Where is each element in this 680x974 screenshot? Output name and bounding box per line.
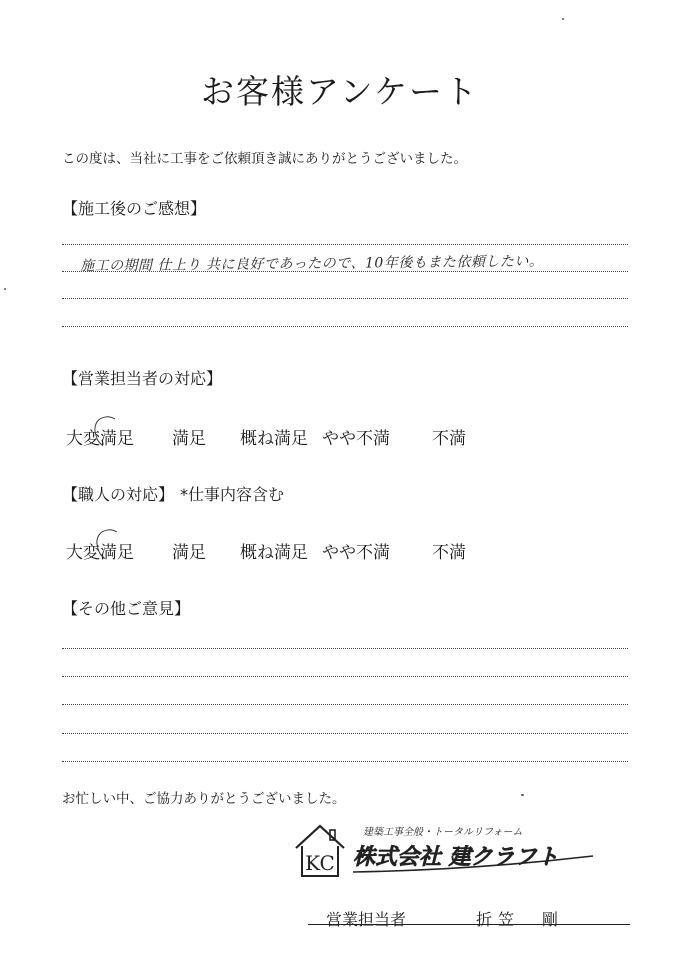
rating-option-very-satisfied[interactable]: 大変満足 — [66, 543, 134, 563]
company-logo — [293, 822, 623, 884]
comment-line-4 — [62, 733, 628, 734]
rating-option-satisfied[interactable]: 満足 — [172, 543, 206, 563]
rating-option-mostly-satisfied[interactable]: 概ね満足 — [240, 429, 308, 449]
rating-option-satisfied[interactable]: 満足 — [172, 429, 206, 449]
signature-underline — [308, 924, 630, 925]
signature-block — [326, 907, 626, 937]
scan-speck — [562, 18, 564, 20]
scan-speck — [4, 288, 6, 290]
rating-option-somewhat-dissatisfied[interactable]: やや不満 — [322, 429, 390, 449]
craftsman-heading-label: 【職人の対応】 — [62, 485, 175, 504]
house-kc-icon — [293, 822, 623, 884]
rating-row-craftsman — [0, 538, 680, 568]
answer-line-1 — [62, 244, 628, 245]
answer-line-3 — [62, 298, 628, 299]
comment-line-2 — [62, 676, 628, 677]
answer-line-2 — [62, 271, 628, 272]
rating-row-sales — [0, 424, 680, 454]
impressions-answer: 施工の期間 仕上り 共に良好であったので、10年後もまた依頼したい。 — [79, 253, 544, 275]
rating-option-dissatisfied[interactable]: 不満 — [432, 429, 466, 449]
section-heading-craftsman — [62, 482, 284, 505]
scan-speck — [521, 794, 524, 796]
intro-text: この度は、当社に工事をご依頼頂き誠にありがとうございました。 — [62, 151, 467, 167]
logo-mark-text: KC — [305, 851, 335, 875]
logo-tagline: 建築工事全般・トータルリフォーム — [363, 827, 523, 838]
signature-label: 営業担当者 — [326, 910, 407, 929]
rating-option-very-satisfied[interactable]: 大変満足 — [66, 429, 134, 449]
thanks-text: お忙しい中、ご協力ありがとうございました。 — [62, 791, 346, 807]
signature-name: 折笠 剛 — [476, 910, 565, 929]
comment-line-3 — [62, 704, 628, 705]
page-title: お客様アンケート — [200, 72, 480, 111]
comment-line-5 — [62, 761, 628, 762]
rating-option-dissatisfied[interactable]: 不満 — [432, 543, 466, 563]
answer-line-4 — [62, 326, 628, 327]
comment-line-1 — [62, 648, 628, 649]
rating-option-mostly-satisfied[interactable]: 概ね満足 — [240, 543, 308, 563]
rating-option-somewhat-dissatisfied[interactable]: やや不満 — [322, 543, 390, 563]
section-heading-other: 【その他ご意見】 — [62, 599, 191, 618]
craftsman-heading-note: *仕事内容含む — [180, 485, 285, 504]
section-heading-impressions: 【施工後のご感想】 — [62, 199, 207, 218]
logo-company-name: 株式会社 建クラフト — [353, 845, 559, 870]
section-heading-sales: 【営業担当者の対応】 — [62, 369, 223, 388]
